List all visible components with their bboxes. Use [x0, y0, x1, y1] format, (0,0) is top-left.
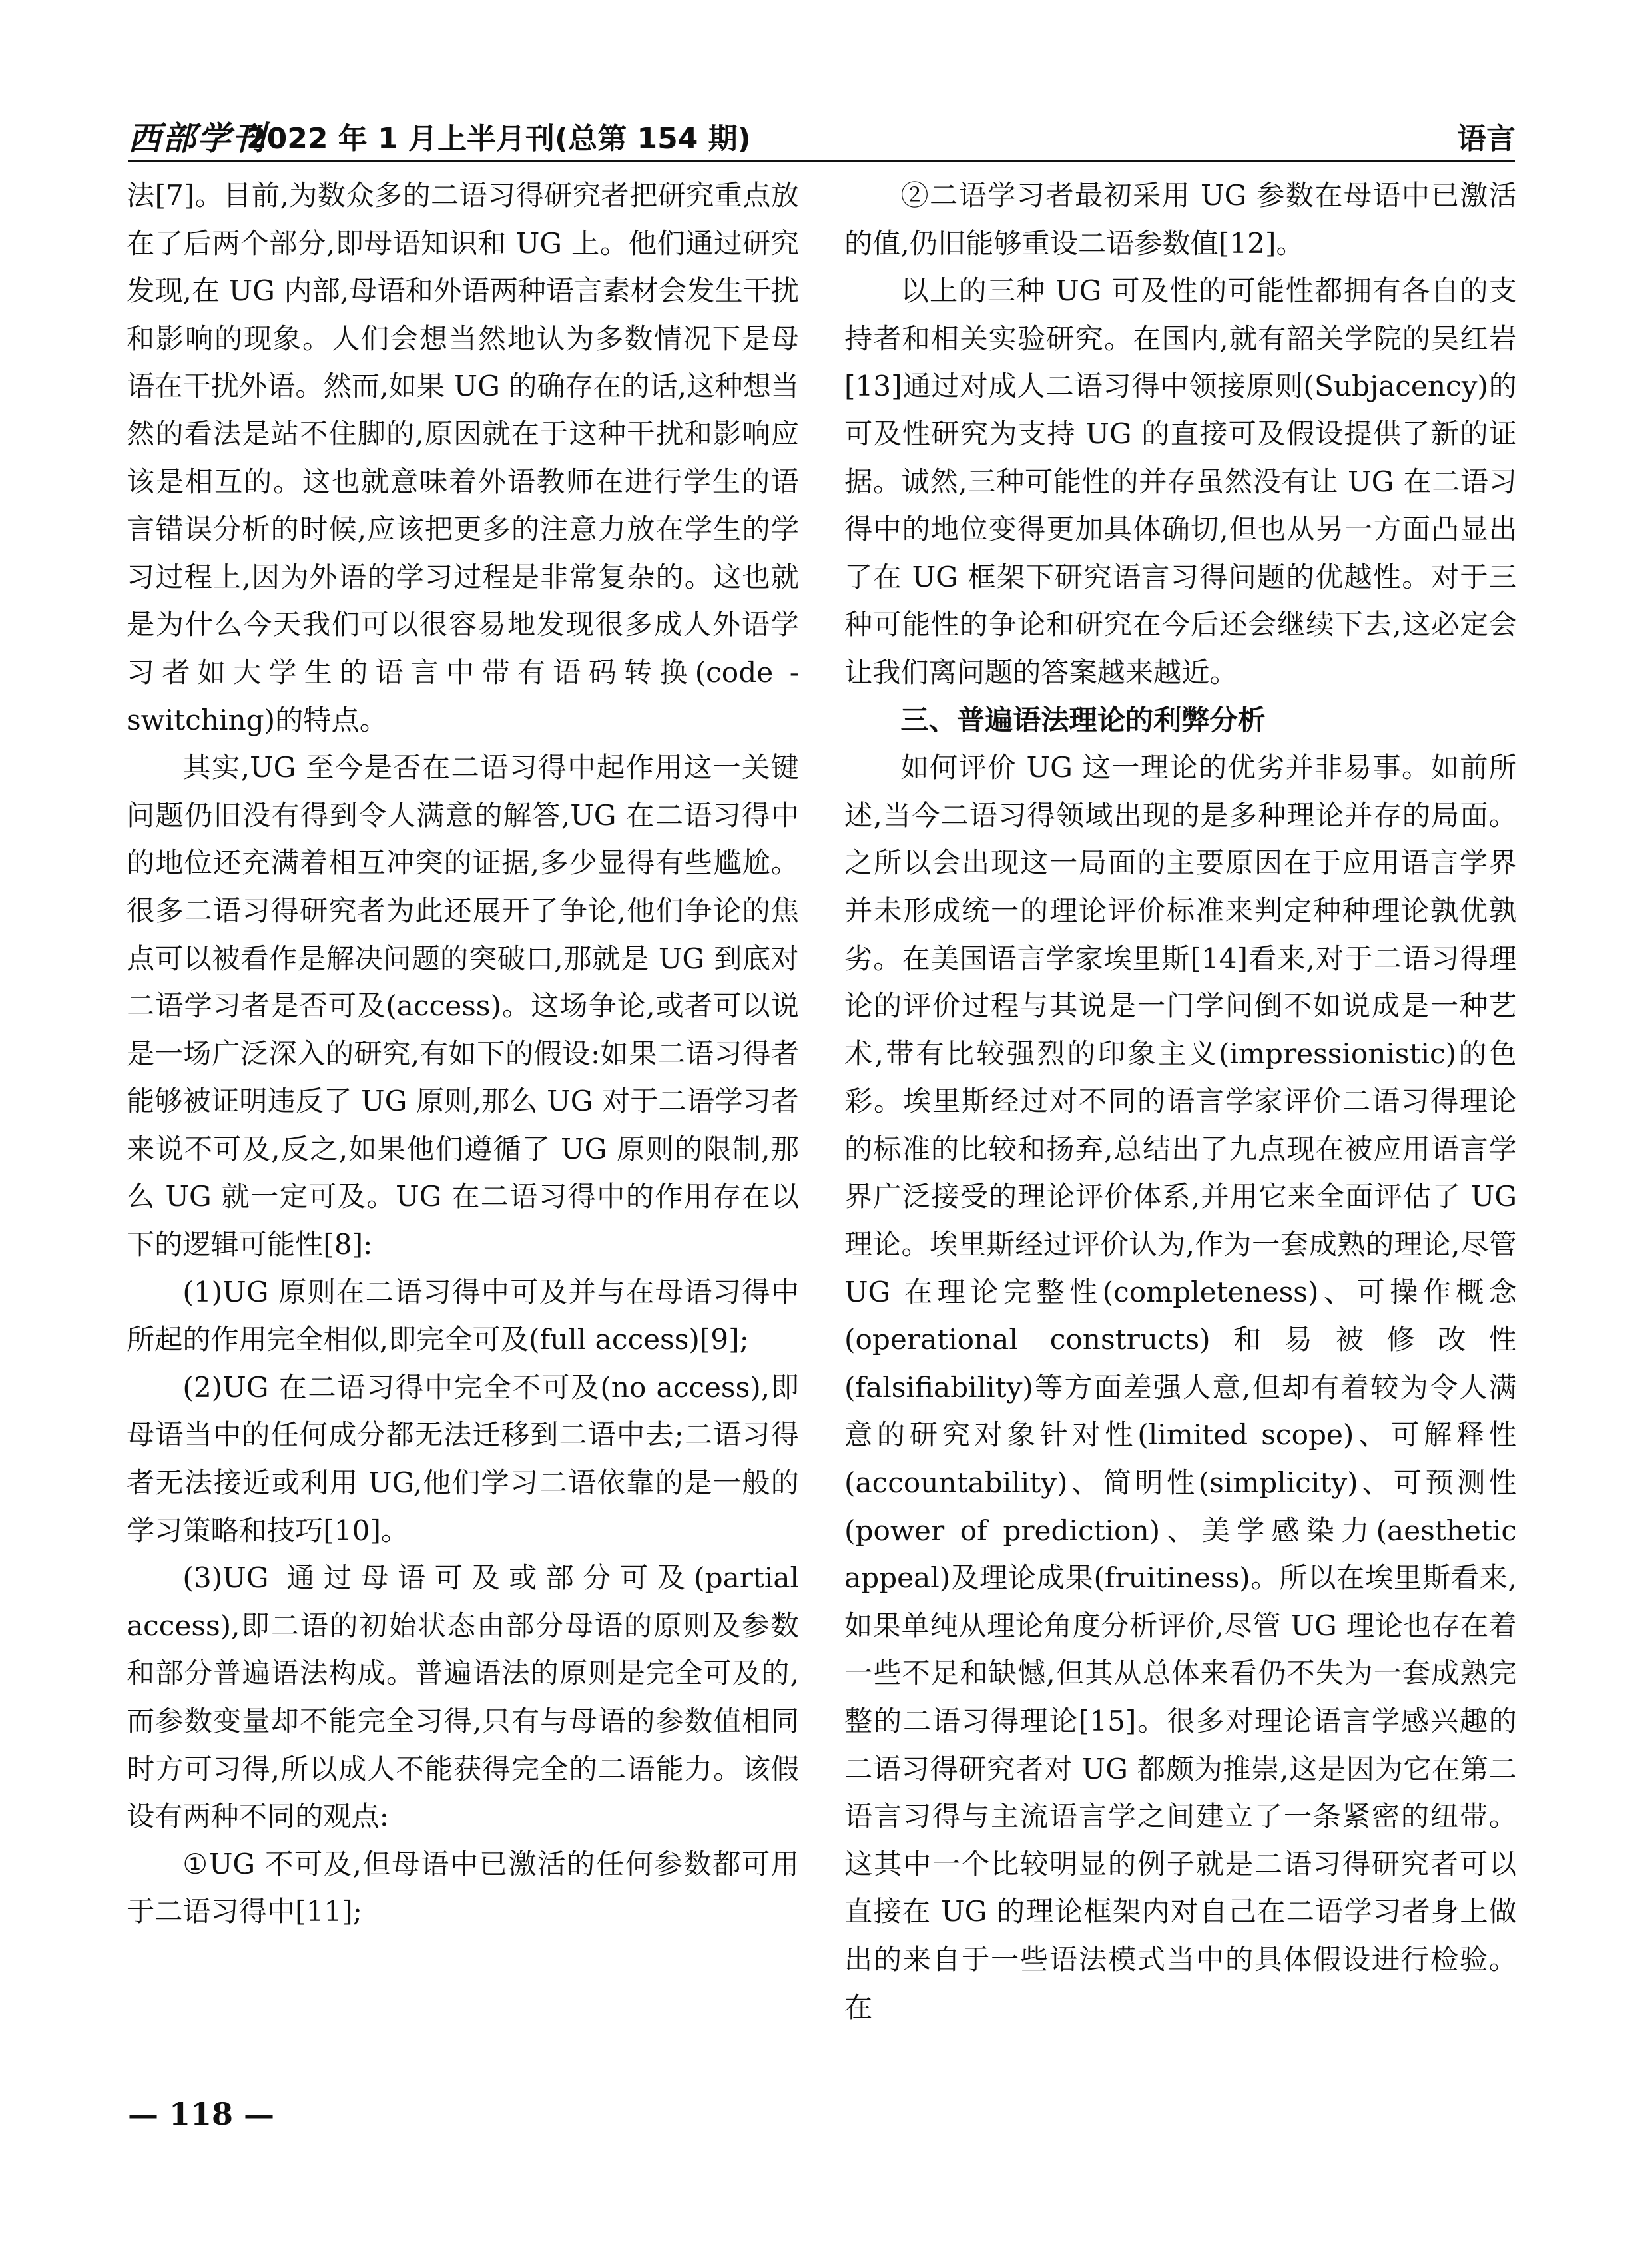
paragraph: ②二语学习者最初采用 UG 参数在母语中已激活的值,仍旧能够重设二语参数值[12]。 [844, 179, 1517, 260]
left-column [127, 172, 799, 1936]
journal-brand: 西部学刊 [128, 119, 266, 158]
right-column [844, 172, 1517, 2031]
paragraph: ①UG 不可及,但母语中已激活的任何参数都可用于二语习得中[11]; [127, 1847, 799, 1928]
header-rule [128, 160, 1515, 162]
issue-info: 2022 年 1 月上半月刊(总第 154 期) [246, 122, 751, 156]
section-tag: 语言 [1457, 122, 1515, 156]
section-heading: 三、普遍语法理论的利弊分析 [900, 703, 1266, 736]
paragraph: (2)UG 在二语习得中完全不可及(no access),即母语当中的任何成分都无法迁移到二语中去;二语习得者无法接近或利用 UG,他们学习二语依靠的是一般的学习策略和技巧[10]。 [127, 1370, 799, 1547]
paragraph: 以上的三种 UG 可及性的可能性都拥有各自的支持者和相关实验研究。在国内,就有韶关学院的吴红岩[13]通过对成人二语习得中领接原则(Subjacency)的可及性研究为支持 UG 的直接可及假设提供了新的证据。诚然,三种可能性的并存虽然没有让 UG 在二语习得中的地位变得更加具体确切,但也从另一方面凸显出了在 UG 框架下研究语言习得问题的优越性。对于三种可能性的争论和研究在今后还会继续下去,这必定会让我们离问题的答案越来越近。 [844, 274, 1517, 689]
paragraph: (1)UG 原则在二语习得中可及并与在母语习得中所起的作用完全相似,即完全可及(full access)[9]; [127, 1275, 799, 1356]
paragraph: 其实,UG 至今是否在二语习得中起作用这一关键问题仍旧没有得到令人满意的解答,UG 在二语习得中的地位还充满着相互冲突的证据,多少显得有些尴尬。很多二语习得研究者为此还展开了争论,他们争论的焦点可以被看作是解决问题的突破口,那就是 UG 到底对二语学习者是否可及(access)。这场争论,或者可以说是一场广泛深入的研究,有如下的假设:如果二语习得者能够被证明违反了 UG 原则,那么 UG 对于二语学习者来说不可及,反之,如果他们遵循了 UG 原则的限制,那么 UG 就一定可及。UG 在二语习得中的作用存在以下的逻辑可能性[8]: [127, 751, 799, 1261]
paragraph: (3)UG 通过母语可及或部分可及(partial access),即二语的初始状态由部分母语的原则及参数和部分普遍语法构成。普遍语法的原则是完全可及的,而参数变量却不能完全习得,只有与母语的参数值相同时方可习得,所以成人不能获得完全的二语能力。该假设有两种不同的观点: [127, 1561, 799, 1833]
paragraph: 法[7]。目前,为数众多的二语习得研究者把研究重点放在了后两个部分,即母语知识和 UG 上。他们通过研究发现,在 UG 内部,母语和外语两种语言素材会发生干扰和影响的现象。人们会想当然地认为多数情况下是母语在干扰外语。然而,如果 UG 的确存在的话,这种想当然的看法是站不住脚的,原因就在于这种干扰和影响应该是相互的。这也就意味着外语教师在进行学生的语言错误分析的时候,应该把更多的注意力放在学生的学习过程上,因为外语的学习过程是非常复杂的。这也就是为什么今天我们可以很容易地发现很多成人外语学习者如大学生的语言中带有语码转换(code - switching)的特点。 [127, 179, 799, 736]
page-header [128, 107, 1515, 160]
page-number: — 118 — [128, 2096, 275, 2132]
paragraph: 如何评价 UG 这一理论的优劣并非易事。如前所述,当今二语习得领域出现的是多种理论并存的局面。之所以会出现这一局面的主要原因在于应用语言学界并未形成统一的理论评价标准来判定种种理论孰优孰劣。在美国语言学家埃里斯[14]看来,对于二语习得理论的评价过程与其说是一门学问倒不如说成是一种艺术,带有比较强烈的印象主义(impressionistic)的色彩。埃里斯经过对不同的语言学家评价二语习得理论的标准的比较和扬弃,总结出了九点现在被应用语言学界广泛接受的理论评价体系,并用它来全面评估了 UG 理论。埃里斯经过评价认为,作为一套成熟的理论,尽管 UG 在理论完整性(completeness)、可操作概念(operational constructs)和易被修改性(falsifiability)等方面差强人意,但却有着较为令人满意的研究对象针对性(limited scope)、可解释性(accountability)、简明性(simplicity)、可预测性(power of prediction)、美学感染力(aesthetic appeal)及理论成果(fruitiness)。所以在埃里斯看来,如果单纯从理论角度分析评价,尽管 UG 理论也存在着一些不足和缺憾,但其从总体来看仍不失为一套成熟完整的二语习得理论[15]。很多对理论语言学感兴趣的二语习得研究者对 UG 都颇为推崇,这是因为它在第二语言习得与主流语言学之间建立了一条紧密的纽带。这其中一个比较明显的例子就是二语习得研究者可以直接在 UG 的理论框架内对自己在二语学习者身上做出的来自于一些语法模式当中的具体假设进行检验。在 [844, 751, 1517, 2024]
